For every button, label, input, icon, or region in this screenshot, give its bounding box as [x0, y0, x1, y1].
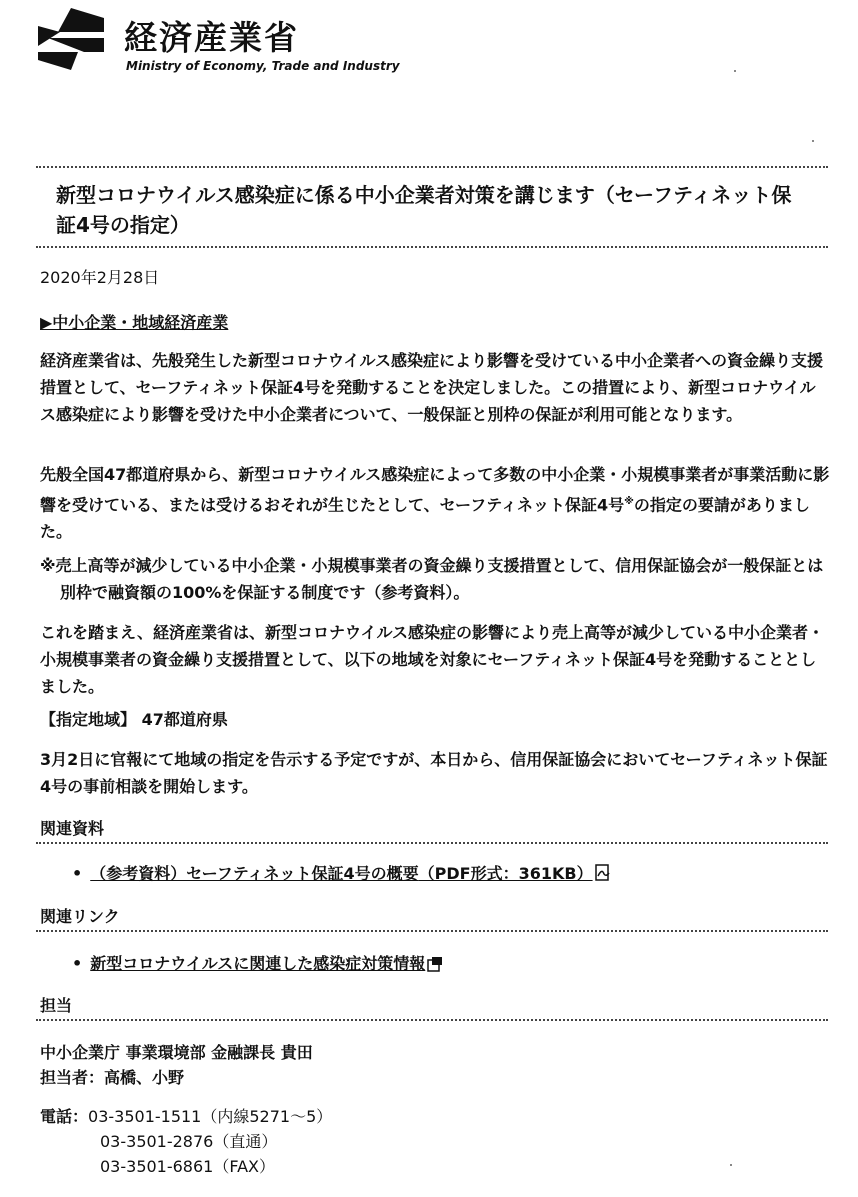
body-paragraph-4: 3月2日に官報にて地域の指定を告示する予定ですが、本日から、信用保証協会においてセーフティネット保証4号の事前相談を開始します。 — [40, 750, 828, 796]
reference-material-link[interactable]: （参考資料）セーフティネット保証4号の概要（PDF形式：361KB） — [90, 864, 593, 883]
scan-speck — [730, 1164, 732, 1166]
ministry-name-en: Ministry of Economy, Trade and Industry — [126, 59, 400, 73]
designated-region — [40, 706, 830, 733]
note-mark: ※ — [624, 496, 634, 507]
body-paragraph-1: 経済産業省は、先般発生した新型コロナウイルス感染症により影響を受けている中小企業者への資金繰り支援措置として、セーフティネット保証4号を発動することを決定しました。この措置により、新型コロナウイルス感染症により影響を受けた中小企業者について、一般保証と別枠の保証が利用可能となります。 — [40, 351, 824, 424]
contact-fax: 03-3501-6861（FAX） — [100, 1157, 275, 1176]
related-links-heading: 関連リンク — [40, 907, 120, 926]
list-item: • （参考資料）セーフティネット保証4号の概要（PDF形式：361KB） — [72, 862, 611, 886]
divider — [36, 842, 828, 844]
scan-speck — [812, 140, 814, 142]
phone-main: 03-3501-1511（内線5271～5） — [88, 1107, 333, 1126]
contact-phone-direct: 03-3501-2876（直通） — [100, 1132, 278, 1151]
list-item: • 新型コロナウイルスに関連した感染症対策情報 — [72, 952, 443, 976]
body-paragraph-2: 先般全国47都道府県から、新型コロナウイルス感染症によって多数の中小企業・小規模事業者が事業活動に影響を受けている、または受けるおそれが生じたとして、セーフティネット保証4号※の指定の要請がありました。 — [40, 465, 830, 542]
external-link-icon — [427, 956, 443, 972]
body-paragraph-3: これを踏まえ、経済産業省は、新型コロナウイルス感染症の影響により売上高等が減少している中小企業者・小規模事業者の資金繰り支援措置として、以下の地域を対象にセーフティネット保証4号を発動することとしました。 — [40, 623, 825, 696]
contact-heading: 担当 — [40, 996, 73, 1015]
divider — [36, 166, 828, 168]
related-materials-heading: 関連資料 — [40, 819, 105, 838]
file-meta: （PDF形式：361KB） — [418, 864, 593, 883]
contact-staff: 担当者：高橋、小野 — [40, 1068, 185, 1087]
release-date: 2020年2月28日 — [40, 268, 160, 287]
covid-info-link[interactable]: 新型コロナウイルスに関連した感染症対策情報 — [90, 954, 426, 973]
scan-speck — [734, 70, 736, 72]
divider — [36, 930, 828, 932]
divider — [36, 1019, 828, 1021]
divider — [36, 246, 828, 248]
meti-logo-icon — [38, 8, 104, 70]
page-title: 新型コロナウイルス感染症に係る中小企業者対策を講じます（セーフティネット保証4号の指定） — [56, 183, 792, 237]
region-label: 【指定地域】 — [40, 710, 137, 729]
phone-label: 電話： — [40, 1107, 89, 1126]
category-link[interactable]: ▶中小企業・地域経済産業 — [40, 313, 229, 332]
pdf-icon — [595, 864, 611, 882]
contact-phone-main — [40, 1104, 332, 1129]
note-paragraph: ※売上高等が減少している中小企業・小規模事業者の資金繰り支援措置として、信用保証協会が一般保証とは別枠で融資額の100%を保証する制度です（参考資料）。 — [40, 556, 824, 602]
ministry-name-jp: 経済産業省 — [124, 18, 299, 57]
region-value: 47都道府県 — [141, 710, 228, 729]
contact-department: 中小企業庁 事業環境部 金融課長 貴田 — [40, 1043, 313, 1062]
